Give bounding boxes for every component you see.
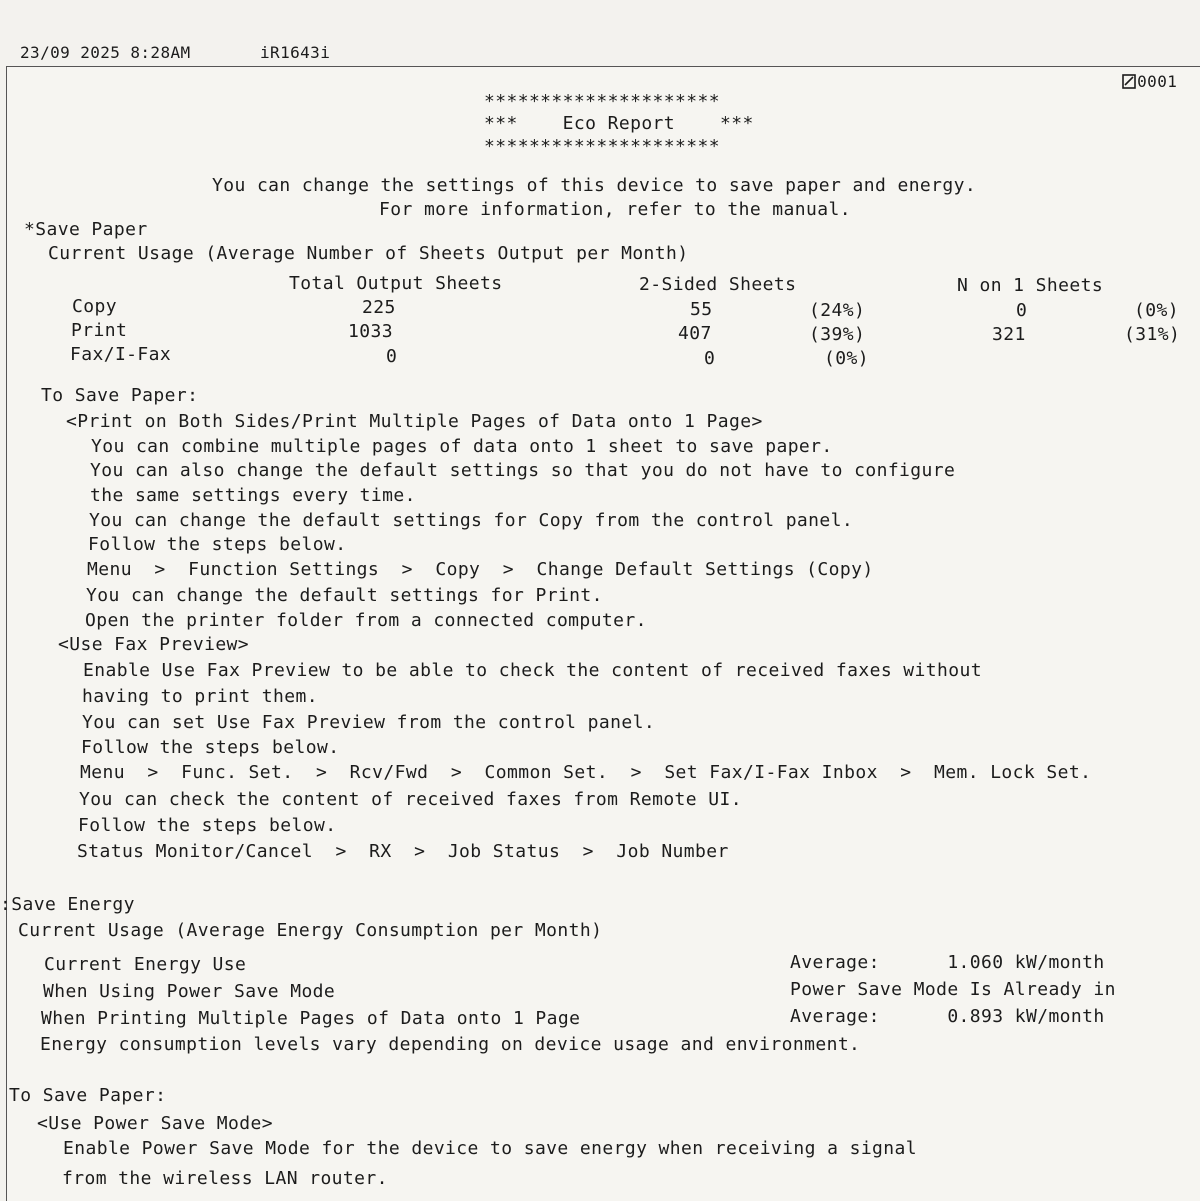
tip-line: Open the printer folder from a connected computer. [85, 610, 647, 631]
energy-row-label: When Printing Multiple Pages of Data onto 1 Page [41, 1008, 581, 1029]
col-total-output: Total Output Sheets [289, 273, 503, 294]
energy-row-value: Power Save Mode Is Already in [790, 979, 1116, 1000]
two-sided-value: 0 [704, 348, 716, 369]
tip-line: You can change the default settings for Copy from the control panel. [89, 510, 854, 531]
col-n-on-1: N on 1 Sheets [957, 275, 1104, 296]
tip-line: You can also change the default settings so that you do not have to configure [90, 460, 956, 481]
energy-row-value: Average: 0.893 kW/month [790, 1006, 1105, 1027]
report-datetime: 23/09 2025 8:28AM [20, 43, 191, 62]
row-label: Fax/I-Fax [70, 344, 172, 365]
energy-tips-heading: To Save Paper: [9, 1085, 167, 1106]
tip-line: Enable Power Save Mode for the device to save energy when receiving a signal [63, 1138, 918, 1159]
energy-row-value: Average: 1.060 kW/month [790, 952, 1105, 973]
tip-subheading: <Print on Both Sides/Print Multiple Pages of Data onto 1 Page> [66, 411, 763, 432]
tip-subheading: <Use Fax Preview> [58, 634, 250, 655]
two-sided-value: 407 [678, 323, 712, 344]
report-title: *** Eco Report *** [484, 113, 754, 134]
save-energy-heading: :Save Energy [0, 894, 135, 915]
n-on-1-percent: (31%) [1124, 324, 1181, 345]
two-sided-value: 55 [690, 299, 713, 320]
two-sided-percent: (24%) [809, 300, 866, 321]
total-value: 0 [386, 346, 398, 367]
banner-stars-top: ********************* [484, 91, 720, 112]
tip-line: the same settings every time. [90, 485, 416, 506]
banner-stars-bottom: ********************* [484, 136, 720, 157]
tip-line: Follow the steps below. [81, 737, 340, 758]
tip-line: from the wireless LAN router. [62, 1168, 388, 1189]
tip-line: Follow the steps below. [78, 815, 337, 836]
two-sided-percent: (39%) [809, 324, 866, 345]
row-label: Print [71, 320, 128, 341]
energy-usage-heading: Current Usage (Average Energy Consumption per Month) [18, 920, 603, 941]
menu-path-status: Status Monitor/Cancel > RX > Job Status > Job Number [77, 841, 729, 862]
energy-row-label: Current Energy Use [44, 954, 247, 975]
tip-line: You can check the content of received faxes from Remote UI. [79, 789, 742, 810]
page-icon [1122, 74, 1137, 89]
save-paper-tips-heading: To Save Paper: [41, 385, 199, 406]
tip-subheading: <Use Power Save Mode> [37, 1113, 273, 1134]
device-model: iR1643i [260, 43, 331, 62]
two-sided-percent: (0%) [824, 348, 869, 369]
total-value: 225 [362, 297, 396, 318]
save-paper-heading: *Save Paper [24, 219, 148, 240]
page-number: 0001 [1137, 72, 1178, 91]
tip-line: You can set Use Fax Preview from the control panel. [82, 712, 656, 733]
tip-line: You can combine multiple pages of data onto 1 sheet to save paper. [91, 436, 833, 457]
menu-path-fax: Menu > Func. Set. > Rcv/Fwd > Common Set. > Set Fax/I-Fax Inbox > Mem. Lock Set. [80, 762, 1092, 783]
tip-line: Follow the steps below. [88, 534, 347, 555]
tip-line: You can change the default settings for Print. [86, 585, 603, 606]
n-on-1-value: 0 [1016, 300, 1028, 321]
n-on-1-value: 321 [992, 324, 1026, 345]
menu-path-copy: Menu > Function Settings > Copy > Change Default Settings (Copy) [87, 559, 874, 580]
col-two-sided: 2-Sided Sheets [639, 274, 797, 295]
energy-row-label: When Using Power Save Mode [43, 981, 336, 1002]
page-number-group [1082, 49, 1177, 115]
tip-line: Enable Use Fax Preview to be able to check the content of received faxes without [83, 660, 982, 681]
intro-line: For more information, refer to the manual. [379, 199, 851, 220]
n-on-1-percent: (0%) [1134, 300, 1179, 321]
tip-line: having to print them. [82, 686, 318, 707]
paper-usage-heading: Current Usage (Average Number of Sheets Output per Month) [48, 243, 689, 264]
energy-note: Energy consumption levels vary depending on device usage and environment. [40, 1034, 861, 1055]
row-label: Copy [72, 296, 117, 317]
total-value: 1033 [348, 321, 393, 342]
intro-line: You can change the settings of this device to save paper and energy. [212, 175, 977, 196]
